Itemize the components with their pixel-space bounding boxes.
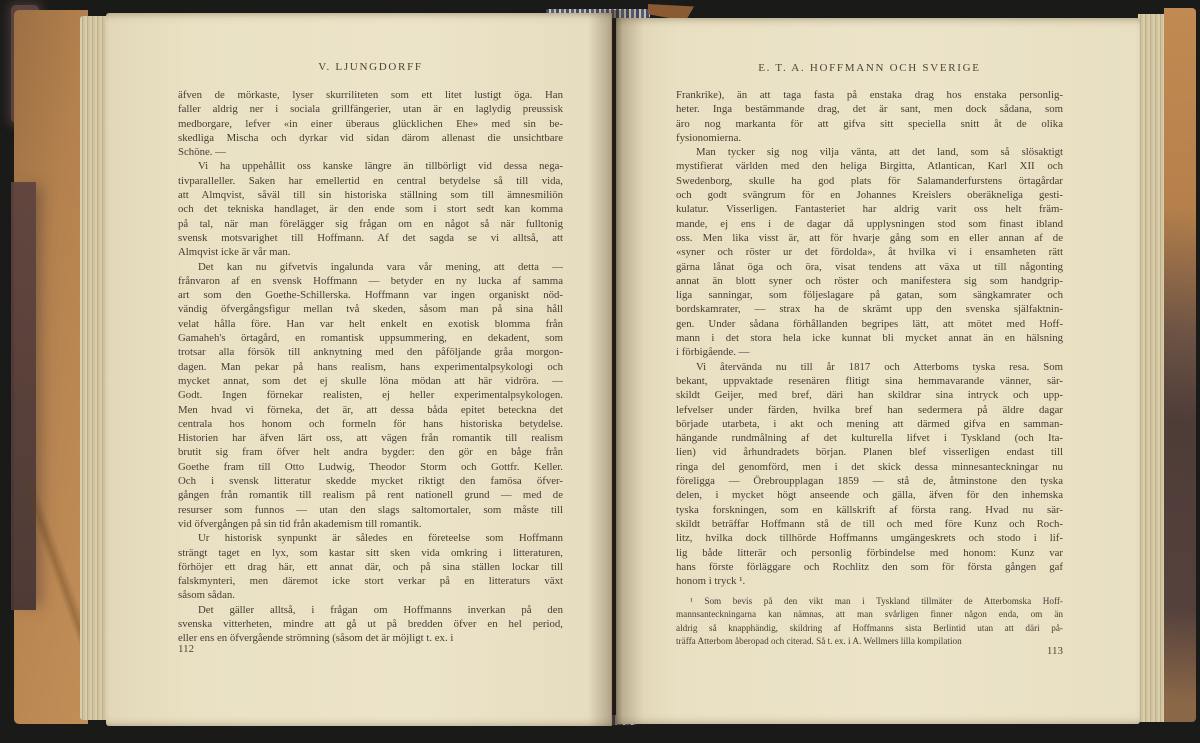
left-cover-leather-strip [11, 182, 36, 610]
text-line: lien) vid århundradets början. Planen blef visserligen endast till [676, 446, 1063, 459]
text-line: äro nog markanta för att gifva sitt speciella snitt åt de olika [676, 117, 1063, 130]
text-line: velat hålla före. Han var helt enkelt en exotisk blomma från [178, 317, 563, 330]
text-line: Frankrike), än att taga fasta på enstaka drag hos enstaka personlig- [676, 89, 1063, 101]
text-line: resurser som funnos — utan den slags saltomortaler, som måste till [178, 503, 563, 516]
text-line: kulatur. Visserligen. Fantasteriet har aldrig varit oss helt främ- [676, 203, 1063, 216]
paragraph [178, 603, 563, 646]
text-line: skildt Geijer, med bref, däri han skildrar sina intryck och upp- [676, 389, 1063, 402]
text-line: heter. Inga bestämmande drag, det är sant, men dock sådana, som [676, 103, 1063, 116]
text-line: liga sanningar, som följeslagare på gatan, som sängkamrater och [676, 289, 1063, 302]
text-line: bekant, uppvaktade resenären flitigt sina hemmavarande vänner, sär- [676, 374, 1063, 387]
text-line: centrala hos honom och formeln för hans historiska betydelse. [178, 417, 563, 430]
text-line: började utarbeta, i akt och mening att därmed gifva en samman- [676, 417, 1063, 430]
text-line: aldrig så knapphändig, skildring af Hoffmanns sista Berlintid utan att däri på- [676, 622, 1063, 633]
text-line: Almqvist icke är vår man. [178, 246, 291, 259]
text-line: såsom sådan. [178, 589, 235, 602]
text-line: i förbigående. — [676, 346, 750, 359]
text-line: att Almqvist, såväl till sin historiska ställning som till ämnesmiliön [178, 189, 563, 202]
text-line: trotsar alla försök till anknytning med den påföljande gråa morgon- [178, 346, 563, 359]
text-line: bordskamrater, — strax ha de skrämt upp den svenska själfaktnin- [676, 303, 1063, 316]
text-line: ¹ Som bevis på den vikt man i Tyskland tillmäter de Atterbomska Hoff- [690, 596, 1063, 607]
paragraph [178, 260, 563, 532]
book-page-right [616, 18, 1140, 724]
paragraph [676, 145, 1063, 359]
text-line: ringa del genomförd, men i det skick dessa minnesanteckningar nu [676, 460, 1063, 473]
text-line: gen. Under sådana förhållanden begripes lätt, att mötet med Hoff- [676, 317, 1063, 330]
text-line: svensk motsvarighet till Hoffmann. Af det sagda se vi alltså, att [178, 231, 563, 244]
text-line: lig både litterär och personlig förbindelse med honom: Kunz var [676, 546, 1063, 559]
text-line: föreligga — Örebroupplagan 1859 — stå de, åtminstone den tyska [676, 475, 1063, 488]
text-line: tyska forskningen, som en källskrift af första rang. Hvad nu sär- [676, 503, 1063, 516]
paragraph [178, 88, 563, 159]
body-text-right [676, 88, 1063, 588]
text-line: på tal, när man förelägger sig frågan om en något så när fulltonig [178, 217, 563, 230]
text-line: gången från romantik till realism på rent nationell grund — med de [178, 489, 563, 502]
text-line: medborgare, lefver «in einer überaus glücklichen Ehe» med sin be- [178, 117, 563, 130]
text-line: Gamaheh's örtagård, en romantisk uppsummering, en dekadent, som [178, 332, 563, 345]
text-line: delen, i mycket högt anseende och gälla, äfven för den inhemska [676, 489, 1063, 502]
text-line: Man tycker sig nog vilja vänta, att det land, som så slösaktigt [696, 146, 1063, 159]
text-line: «syner och röster ur det fördolda», åt hvilka vi i ensamheten rätt [676, 246, 1063, 259]
text-line: falskmynteri, men däremot icke stort verkar på en litteraturs växt [178, 575, 563, 588]
paragraph [178, 531, 563, 602]
text-line: Godt. Ingen förnekar realisten, ej heller experimentalpsykologen. [178, 389, 563, 402]
text-line: svenska vitterheten, mindre att gå ut på bredden öfver en hel period, [178, 617, 563, 630]
paragraph [676, 360, 1063, 589]
text-line: mann i det stora hela icke kunnat bli mycket annat än en hälsning [676, 332, 1063, 345]
text-line: art som den Goethe-Schillerska. Hoffmann var ingen organiskt nöd- [178, 289, 563, 302]
running-head-left: V. LJUNGDORFF [318, 61, 423, 73]
text-line: och godt svängrum för en Johannes Kreislers oberäkneliga gesti- [676, 189, 1063, 202]
text-line: mycket annat, som det ej skulle löna mödan att här vidröra. — [178, 374, 563, 387]
text-line: Ur historisk synpunkt är således en företeelse som Hoffmann [198, 532, 563, 545]
text-line: mannsanteckningarna kan nämnas, att man svårligen finner någon enda, om än [676, 609, 1063, 620]
text-line: förhöjer ett drag här, ett annat där, och på sina ställen lockar till [178, 560, 563, 573]
paragraph [178, 159, 563, 259]
text-line: gärna lånat öga och öra, visat tendens att växa ut till någonting [676, 260, 1063, 273]
text-line: Goethe fram till Otto Ludwig, Theodor Storm och Gottfr. Keller. [178, 460, 563, 473]
text-line: strängt taget en lyx, som kastar sitt sken vida omkring i litteraturen, [178, 546, 563, 559]
text-line: hans förste förläggare och Rochlitz den som för första gången gaf [676, 560, 1063, 573]
text-line: dagen. Man pekar på hans realism, hans experimentalpsykologi och [178, 360, 563, 373]
text-line: Och i svensk litteratur skedde mycket riktigt den famösa öfver- [178, 475, 563, 488]
page-number-left: 112 [178, 643, 195, 655]
text-line: honom i tryck ¹. [676, 575, 746, 588]
page-number-right: 113 [1046, 645, 1063, 657]
text-line: brutit sig fram öfver helt andra bygder: den gör en båge från [178, 446, 563, 459]
text-line: mystifierat världen med den heliga Birgitta, Atlantican, Karl XII och [676, 160, 1063, 173]
right-book-cover [1164, 8, 1196, 722]
text-line: oss. Men lika visst är, att för hvarje gång som en eller annan af de [676, 231, 1063, 244]
text-line: Men hvad vi förneka, det är, att dessa båda epitet beteckna det [178, 403, 563, 416]
paragraph [676, 595, 1063, 647]
text-line: äfven de mörkaste, lyser skurriliteten som ett litet lustigt öga. Han [178, 89, 563, 101]
text-line: Det kan nu gifvetvis ingalunda vara vår mening, att detta — [198, 260, 563, 273]
text-line: Historien har äfven lärt oss, att vägen från romantik till realism [178, 432, 563, 445]
book-page-left [106, 13, 612, 726]
text-line: annat än blott syner och röster och manifestera sig som handgrip- [676, 274, 1063, 287]
text-line: hängande rundmålning af det kulturella lifvet i Tyskland (och Ita- [676, 432, 1063, 445]
text-line: vändig öfvergångsfigur mellan två skeden, såsom man på sina håll [178, 303, 563, 316]
text-line: och det tekniska handlaget, är den ende som i stort sedt kan komma [178, 203, 563, 216]
text-line: Swedenborg, skulle ha god plats för Salamanderfurstens örtagårdar [676, 174, 1063, 187]
text-line: träffa Atterbom åberopad och citerad. Så t. ex. i A. Wellmers lilla kompilation [676, 635, 962, 646]
text-line: vid öfvergången på sin tid från akademism till romantik. [178, 517, 422, 530]
text-line: eller ens en öfvergående strömning (såsom det är möjligt t. ex. i [178, 632, 454, 645]
text-line: lefvelser under färden, hvilka bref han sedermera på äldre dagar [676, 403, 1063, 416]
text-line: fysionomierna. [676, 131, 742, 144]
text-line: Vi återvända nu till år 1817 och Atterboms tyska resa. Som [696, 360, 1063, 373]
text-line: frånvaron af en svensk Hoffmann — betyder en ny lucka af samma [178, 274, 563, 287]
text-line: Vi ha uppehållit oss kanske längre än tillbörligt vid dessa nega- [198, 160, 563, 173]
text-line: faller aldrig ner i sociala grillfängerier, utan är en laglydig preussisk [178, 103, 563, 116]
footnote [676, 595, 1063, 647]
text-line: tivparalleller. Saken har emellertid en central betydelse så till vida, [178, 174, 563, 187]
text-column-right [676, 88, 1063, 648]
text-line: skedliga Mischa och dyrkar vid sidan därom allenast die unsichtbare [178, 131, 563, 144]
text-line: Det gäller alltså, i frågan om Hoffmanns inverkan på den [198, 603, 563, 616]
text-line: litz, hvilka dock tillhörde Hoffmanns umgängeskrets och stodo i lif- [676, 532, 1063, 545]
text-line: Schöne. — [178, 146, 226, 159]
paragraph [676, 88, 1063, 145]
text-line: skildt beträffar Hoffmann stå de till och med före Kunz och Roch- [676, 517, 1063, 530]
text-column-left [178, 88, 563, 646]
text-line: mande, ej ens i de dagar då upplysningen stod som finast ibland [676, 217, 1063, 230]
running-head-right: E. T. A. HOFFMANN OCH SVERIGE [758, 62, 981, 74]
